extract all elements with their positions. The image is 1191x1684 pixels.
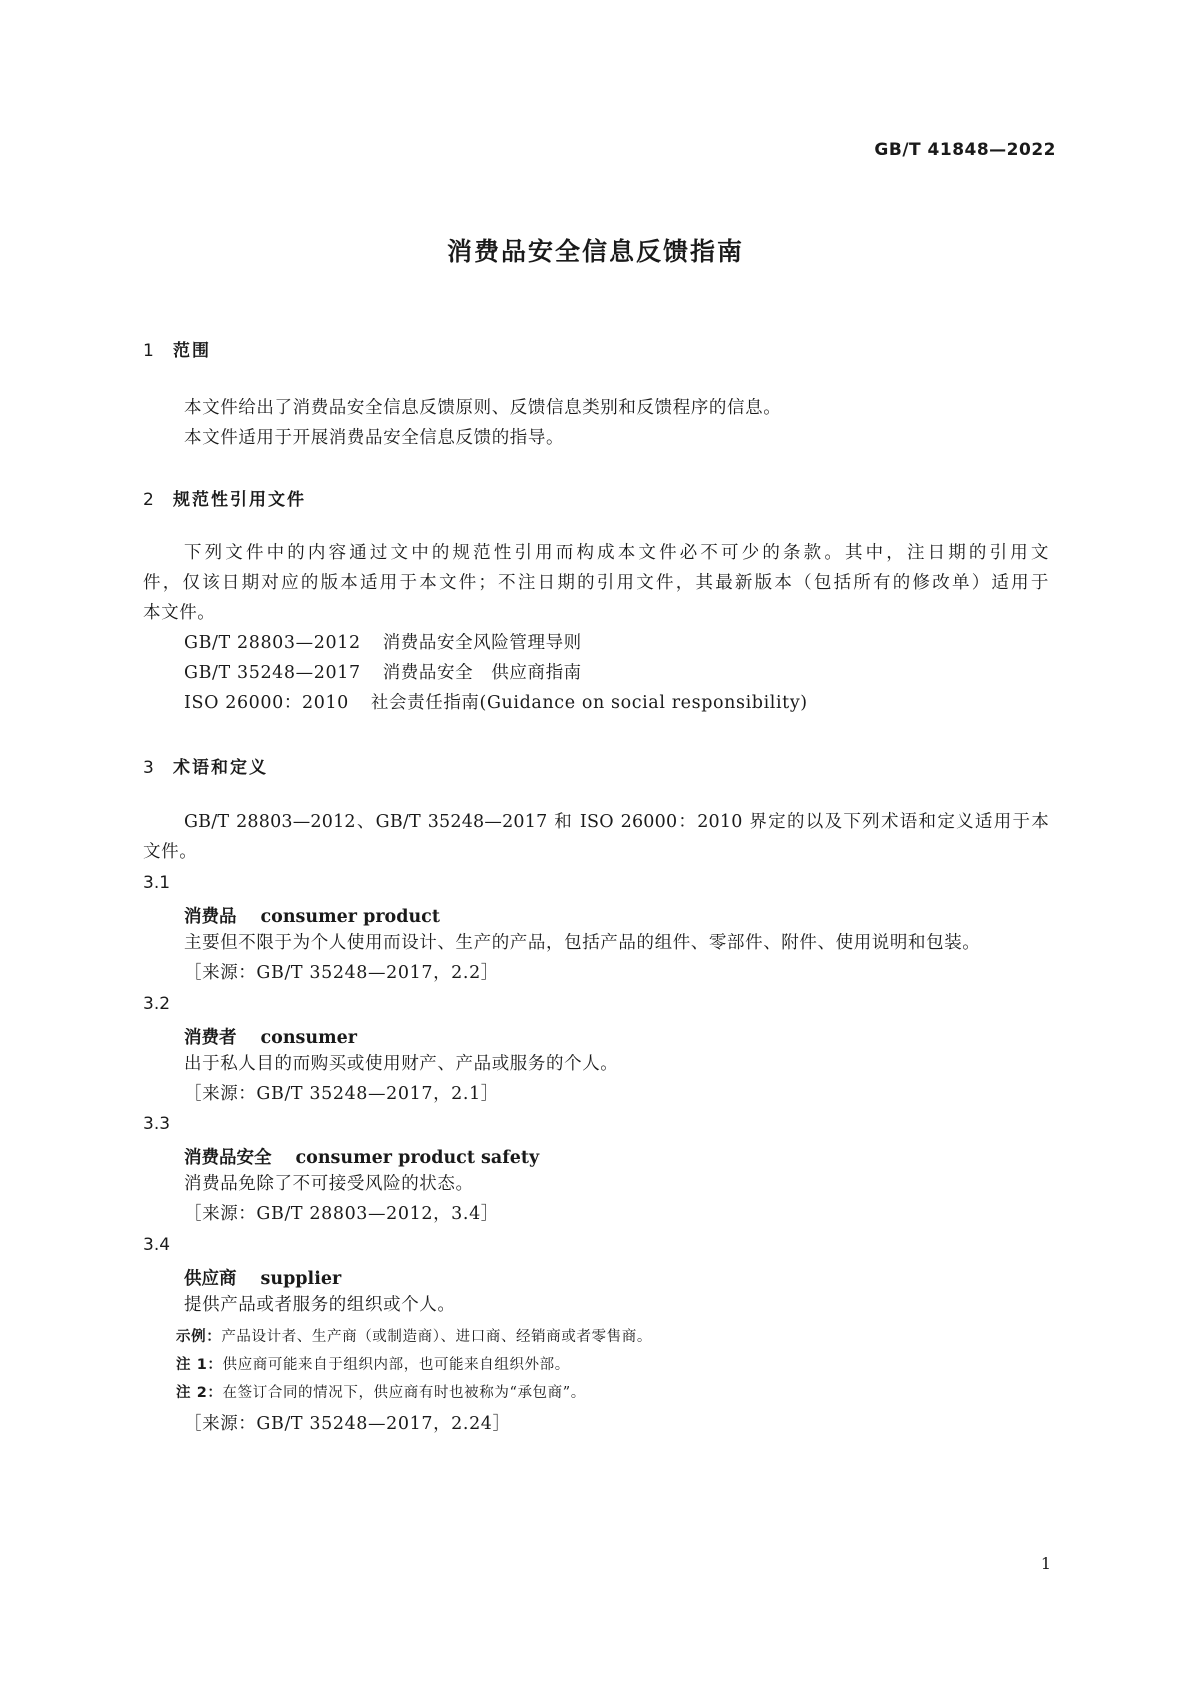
example-label: 示例： <box>176 1329 222 1345</box>
reference-item <box>184 661 582 685</box>
document-title: 消费品安全信息反馈指南 <box>446 237 744 266</box>
term-zh: 消费品 <box>184 907 237 927</box>
term-en: consumer product <box>260 907 440 927</box>
reference-code: GB/T 28803—2012 <box>184 633 361 653</box>
term-number: 3.2 <box>143 994 171 1014</box>
section-2-heading <box>143 485 306 510</box>
term-source: ［来源：GB/T 28803—2012，3.4］ <box>184 1204 499 1224</box>
note-text: 在签订合同的情况下，供应商有时也被称为“承包商”。 <box>222 1385 586 1401</box>
term-entry <box>184 1024 357 1049</box>
term-entry <box>184 1265 341 1290</box>
term-number: 3.4 <box>143 1235 171 1255</box>
term-number: 3.3 <box>143 1114 171 1134</box>
section-number: 3 <box>143 758 154 778</box>
reference-name: 消费品安全 供应商指南 <box>382 663 582 683</box>
term-en: consumer product safety <box>295 1148 540 1168</box>
reference-code: GB/T 35248—2017 <box>184 663 361 683</box>
section-number: 1 <box>143 341 154 361</box>
page-number: 1 <box>1040 1554 1051 1573</box>
term-zh: 消费者 <box>184 1028 237 1048</box>
paragraph-line: 本文件给出了消费品安全信息反馈原则、反馈信息类别和反馈程序的信息。 <box>184 398 782 418</box>
section-title: 范围 <box>173 341 211 361</box>
term-example <box>176 1325 652 1346</box>
term-source: ［来源：GB/T 35248—2017，2.2］ <box>184 963 499 983</box>
term-entry <box>184 1144 539 1169</box>
term-source: ［来源：GB/T 35248—2017，2.24］ <box>184 1414 511 1434</box>
term-note <box>176 1381 586 1402</box>
reference-code: ISO 26000：2010 <box>184 693 349 713</box>
standard-number: GB/T 41848—2022 <box>874 140 1056 160</box>
example-text: 产品设计者、生产商（或制造商）、进口商、经销商或者零售商。 <box>221 1329 652 1345</box>
term-en: supplier <box>260 1269 342 1289</box>
term-definition: 主要但不限于为个人使用而设计、生产的产品，包括产品的组件、零部件、附件、使用说明和包装。 <box>184 933 981 953</box>
note-text: 供应商可能来自于组织内部，也可能来自组织外部。 <box>222 1357 570 1373</box>
term-source: ［来源：GB/T 35248—2017，2.1］ <box>184 1084 499 1104</box>
term-entry <box>184 903 440 928</box>
term-zh: 供应商 <box>184 1269 237 1289</box>
section-title: 术语和定义 <box>173 758 268 778</box>
section-number: 2 <box>143 490 154 510</box>
term-definition: 消费品免除了不可接受风险的状态。 <box>184 1174 474 1194</box>
paragraph-line: 件，仅该日期对应的版本适用于本文件；不注日期的引用文件，其最新版本（包括所有的修改单）适用于 <box>143 573 1049 593</box>
term-en: consumer <box>260 1028 357 1048</box>
note-label: 注 1： <box>176 1357 223 1373</box>
reference-item <box>184 691 808 715</box>
paragraph-line: GB/T 28803—2012、GB/T 35248—2017 和 ISO 26000：2010 界定的以及下列术语和定义适用于本 <box>184 812 1049 832</box>
paragraph-line: 本文件适用于开展消费品安全信息反馈的指导。 <box>184 428 565 448</box>
reference-name: 消费品安全风险管理导则 <box>382 633 582 653</box>
section-1-heading <box>143 336 211 361</box>
reference-item <box>184 631 582 655</box>
paragraph-line: 下列文件中的内容通过文中的规范性引用而构成本文件必不可少的条款。其中，注日期的引用文 <box>184 543 1049 563</box>
paragraph-line: 文件。 <box>143 842 198 862</box>
term-number: 3.1 <box>143 873 171 893</box>
term-note <box>176 1353 570 1374</box>
section-3-heading <box>143 753 268 778</box>
term-definition: 出于私人目的而购买或使用财产、产品或服务的个人。 <box>184 1054 619 1074</box>
paragraph-line: 本文件。 <box>143 603 216 623</box>
note-label: 注 2： <box>176 1385 223 1401</box>
term-zh: 消费品安全 <box>184 1148 272 1168</box>
reference-name: 社会责任指南(Guidance on social responsibility) <box>370 693 808 713</box>
term-definition: 提供产品或者服务的组织或个人。 <box>184 1295 456 1315</box>
section-title: 规范性引用文件 <box>173 490 306 510</box>
